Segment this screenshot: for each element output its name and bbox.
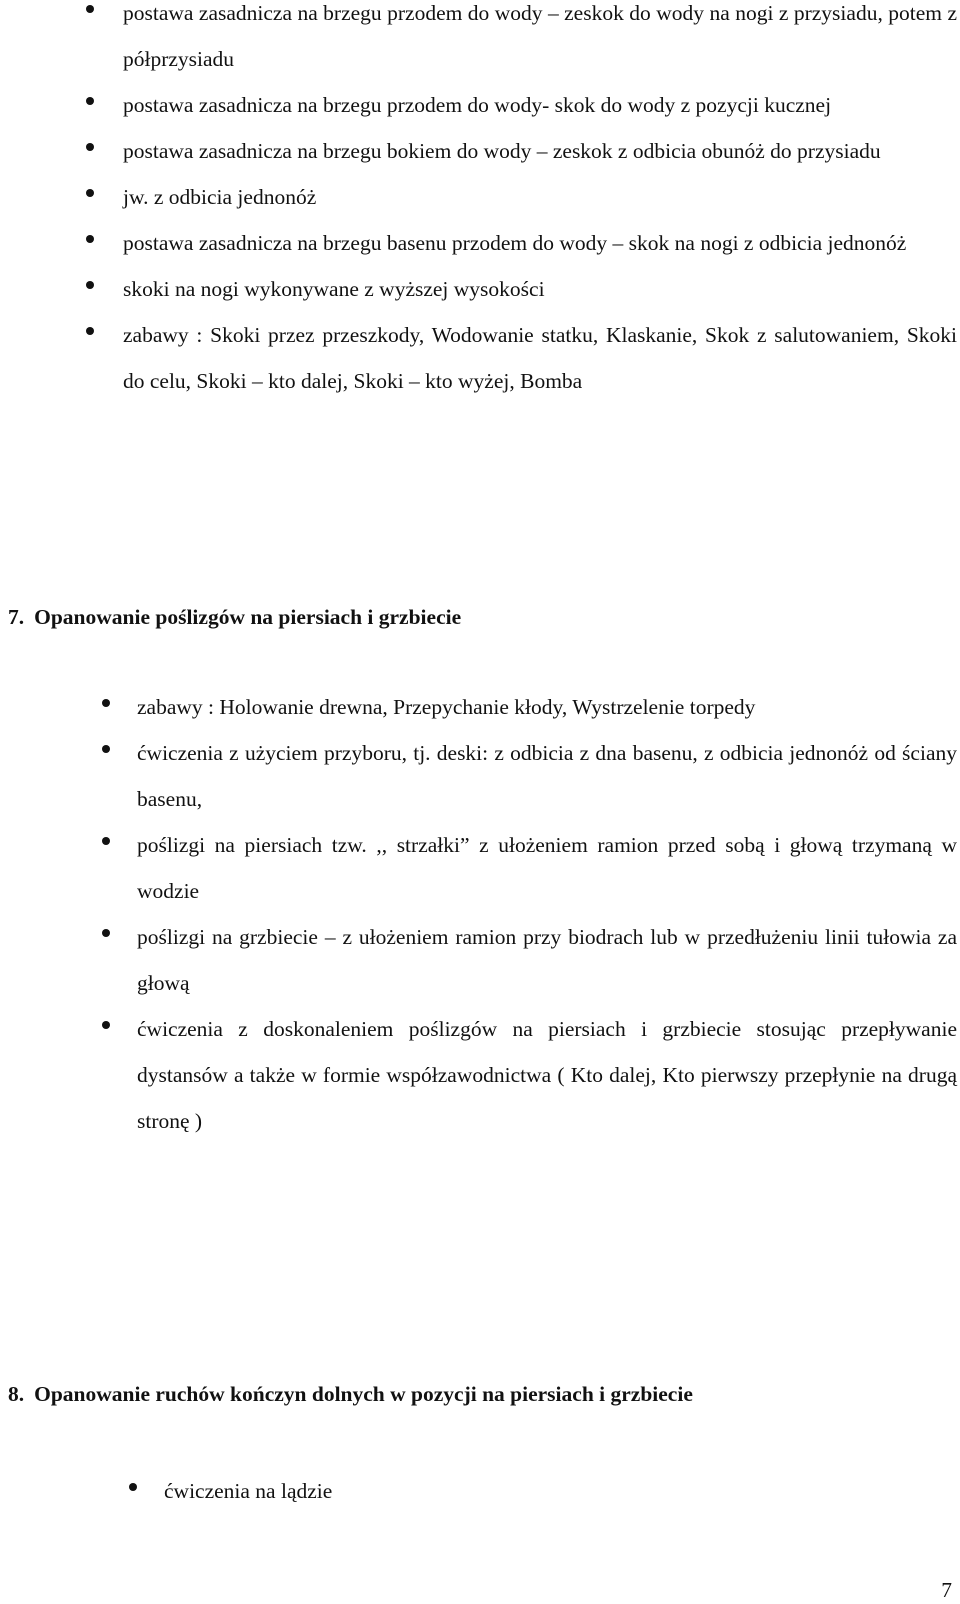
bullet-icon <box>86 143 94 151</box>
list-item-text: skoki na nogi wykonywane z wyższej wysokości <box>123 277 545 301</box>
bullet-icon <box>86 281 94 289</box>
list-item-text: postawa zasadnicza na brzegu przodem do wody- skok do wody z pozycji kucznej <box>123 93 832 117</box>
list-item <box>123 82 957 128</box>
list-item <box>123 266 957 312</box>
exercise-list-jumps <box>123 0 957 404</box>
list-item-text: postawa zasadnicza na brzegu przodem do wody – zeskok do wody na nogi z przysiadu, potem z półprzysiadu <box>123 1 957 71</box>
list-item <box>137 730 957 822</box>
bullet-icon <box>86 97 94 105</box>
section-7-number: 7. <box>8 605 25 629</box>
exercise-list-glides <box>137 684 957 1144</box>
list-item <box>137 914 957 1006</box>
bullet-icon <box>86 235 94 243</box>
bullet-icon <box>86 327 94 335</box>
list-item <box>123 0 957 82</box>
section-8-heading <box>8 1379 693 1409</box>
list-item-text: postawa zasadnicza na brzegu basenu przodem do wody – skok na nogi z odbicia jednonóż <box>123 231 907 255</box>
section-7-title: Opanowanie poślizgów na piersiach i grzbiecie <box>34 605 462 629</box>
bullet-icon <box>129 1483 137 1491</box>
list-item-text: ćwiczenia z użyciem przyboru, tj. deski: z odbicia z dna basenu, z odbicia jednonóż od ściany basenu, <box>137 741 957 811</box>
section-7-heading <box>8 602 461 632</box>
list-item-text: ćwiczenia na lądzie <box>164 1479 333 1503</box>
bullet-icon <box>86 5 94 13</box>
section-8-number: 8. <box>8 1382 25 1406</box>
exercise-list-legs <box>164 1468 924 1514</box>
list-item-text: zabawy : Holowanie drewna, Przepychanie kłody, Wystrzelenie torpedy <box>137 695 756 719</box>
list-item <box>137 684 957 730</box>
list-item-text: ćwiczenia z doskonaleniem poślizgów na piersiach i grzbiecie stosując przepływanie dystansów a także w formie współzawodnictwa ( Kto dalej, Kto pierwszy przepłynie na drugą stronę ) <box>137 1017 957 1133</box>
list-item <box>123 220 957 266</box>
list-item <box>137 1006 957 1144</box>
bullet-icon <box>102 929 110 937</box>
list-item-text: postawa zasadnicza na brzegu bokiem do wody – zeskok z odbicia obunóż do przysiadu <box>123 139 881 163</box>
list-item-text: jw. z odbicia jednonóż <box>123 185 317 209</box>
list-item <box>164 1468 924 1514</box>
list-item-text: zabawy : Skoki przez przeszkody, Wodowanie statku, Klaskanie, Skok z salutowaniem, Skoki do celu, Skoki – kto dalej, Skoki – kto wyżej, Bomba <box>123 323 957 393</box>
page-number: 7 <box>941 1578 952 1602</box>
list-item-text: poślizgi na piersiach tzw. ,, strzałki” z ułożeniem ramion przed sobą i głową trzymaną w wodzie <box>137 833 957 903</box>
list-item <box>123 174 957 220</box>
bullet-icon <box>102 837 110 845</box>
list-item <box>123 128 957 174</box>
bullet-icon <box>102 1021 110 1029</box>
section-8-title: Opanowanie ruchów kończyn dolnych w pozycji na piersiach i grzbiecie <box>34 1382 693 1406</box>
list-item <box>123 312 957 404</box>
list-item-text: poślizgi na grzbiecie – z ułożeniem ramion przy biodrach lub w przedłużeniu linii tułowia za głową <box>137 925 957 995</box>
list-item <box>137 822 957 914</box>
bullet-icon <box>86 189 94 197</box>
bullet-icon <box>102 699 110 707</box>
bullet-icon <box>102 745 110 753</box>
